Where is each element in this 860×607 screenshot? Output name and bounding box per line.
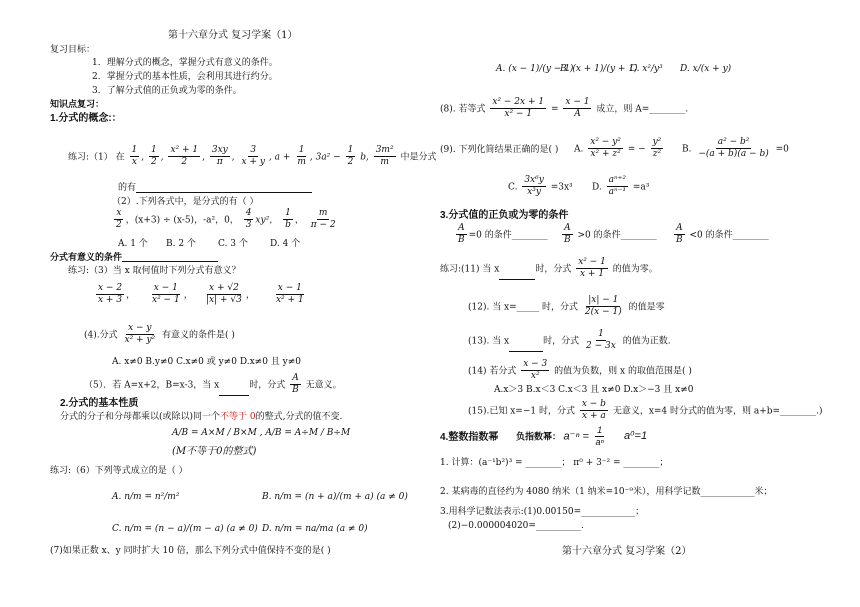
negative-exponent-rule: 负指数幂： a⁻ⁿ = $\frac{1}{\text{aⁿ}}$ xyxy=(516,425,604,448)
ex6-option-b: B. n/m = (n + a)/(m + a) (a ≠ 0) xyxy=(262,492,408,502)
exercise-2: （2）.下列各式中，是分式的有（ ） xyxy=(112,197,259,207)
ex1-frac-1: $\frac{1}{x}$ xyxy=(131,145,138,168)
exercise-14: (14) 若分式 $\frac{x - 3}{\text{x²}}$ 的值为负数，则 x 的取值范围是( ) xyxy=(468,359,692,382)
question-3: 3.用科学记数法表示:(1)0.00150=____________； xyxy=(440,507,645,517)
ex4-options: A. x≠0 B.y≠0 C.x≠0 或 y≠0 D.x≠0 且 y≠0 xyxy=(112,357,301,367)
ex9-option-d: D. $\frac{\text{aⁿ⁺²}}{\text{aⁿ⁻¹}}$ =a³ xyxy=(592,175,650,198)
ex7-option-c: C. x²/y³ xyxy=(630,64,663,74)
exercise-15: (15).已知 x=−1 时，分式 $\frac{x - b}{x + a}$ 无意义，x=4 时分式的值为零，则 a+b=________.) xyxy=(468,399,823,422)
ex1-answer-line: 的有 xyxy=(118,183,312,193)
goal-2: 2．掌握分式的基本性质，会利用其进行约分。 xyxy=(92,72,278,82)
ex2-option-d: D. 4 个 xyxy=(270,239,301,249)
ex3-frac-2: $\frac{x - 1}{\text{x² − 1}}$ ， xyxy=(152,283,193,306)
ex7-option-d: D. x/(x + y) xyxy=(680,64,732,74)
footer-title: 第十六章分式 复习学案（2） xyxy=(562,546,692,557)
goal-3: 3．了解分式值的正负或为零的条件。 xyxy=(92,86,242,96)
section-3-heading: 3.分式值的正负或为零的条件 xyxy=(440,210,569,221)
property-note: (M不等于0的整式) xyxy=(172,446,257,457)
ex1-frac-half: $\frac{1}{2}$ xyxy=(347,145,354,168)
sign-condition-zero: $\frac{A}{B}$ =0 的条件________ xyxy=(458,223,548,246)
exercise-1: 练习:（1） 在 $\frac{1}{x}$ , $\frac{1}{2}$ , $\frac{\text{x² + 1}}{2}$ , $\frac{3xy}{\pi}$ , $\frac{3}{x + y}$ , a + $\frac{1}{m}$ , 3a² − $\frac{1}{2}$ b, $\frac{\text{3m²}}{m}$ 中是分式 xyxy=(68,145,437,168)
ex2-option-a: A. 1 个 xyxy=(118,239,148,249)
ex1-frac-last: $\frac{\text{3m²}}{m}$ xyxy=(375,145,394,168)
exercise-7: (7)如果正数 x、y 同时扩大 10 倍，那么下列分式中值保持不变的是( ) xyxy=(50,546,331,556)
exercise-3: 练习:（3）当 x 取何值时下列分式有意义？ xyxy=(68,266,241,276)
exercise-12: (12). 当 x=_____ 时，分式 $\frac{|x| - 1}{2(x - 1)}$ 的值是零 xyxy=(468,295,665,318)
section-2-heading: 2.分式的基本性质 xyxy=(60,398,139,409)
ex6-option-d: D. n/m = na/ma (a ≠ 0) xyxy=(262,524,368,534)
zero-exponent-rule: a⁰=1 xyxy=(624,430,648,442)
exercise-11: 练习:(11) 当 x 时，分式 $\frac{\text{x² − 1}}{x + 1}$ 的值为零。 xyxy=(440,257,658,280)
sign-condition-negative: $\frac{A}{B}$ <0 的条件________ xyxy=(676,223,769,246)
exercise-9: (9). 下列化简结果正确的是( ) xyxy=(440,145,559,155)
exercise-4: (4).分式 $\frac{x - y}{\text{x² + y²}}$ 有意义的条件是( ) xyxy=(84,323,235,346)
ex3-frac-1: $\frac{x - 2}{x + 3}$ ， xyxy=(98,283,136,306)
question-3b: (2)−0.000004020=__________. xyxy=(448,521,584,531)
ex1-frac-5: $\frac{3}{x + y}$ xyxy=(241,145,265,168)
exercise-2-items: $\frac{x}{2}$ ，(x+3) ÷ (x-5)，-a²，0， $\frac{4}{3}$ xy²， $\frac{1}{b}$ ， $\frac{m}{\pi - 2}$ xyxy=(116,208,336,231)
ex3-frac-3: $\frac{x + √2}{|x| + √3}$ ， xyxy=(206,283,255,306)
property-statement: 分式的分子和分母都乘以(或除以)同一个不等于 0的整式,分式的值不变. xyxy=(60,412,343,422)
review-goals-heading: 复习目标： xyxy=(50,45,96,55)
ex2-option-c: C. 3 个 xyxy=(218,239,248,249)
exercise-8: (8). 若等式 $\frac{\text{x² − 2x + 1}}{\text{x² − 1}}$ = $\frac{x - 1}{A}$ 成立，则 A=________. xyxy=(440,97,689,120)
ex1-frac-3: $\frac{\text{x² + 1}}{2}$ xyxy=(170,145,199,168)
ex14-options: A.x＞3 B.x＜3 C.x＜3 且 x≠0 D.x＞−3 且 x≠0 xyxy=(494,385,694,395)
exercise-13: (13). 当 x 时，分式 $\frac{1}{2 - 3x}$ 的值为正数. xyxy=(468,329,671,352)
section-4-heading: 4.整数指数幂 xyxy=(440,432,499,443)
ex2-option-b: B. 2 个 xyxy=(166,239,196,249)
question-2: 2. 某病毒的直径约为 4080 纳米（1 纳米=10⁻⁹米），用科学记数____________米； xyxy=(440,487,773,497)
ex1-frac-2: $\frac{1}{2}$ xyxy=(150,145,157,168)
knowledge-review-heading: 知识点复习： xyxy=(50,100,105,110)
exercise-6: 练习:（6）下列等式成立的是（ ） xyxy=(50,466,188,476)
ex9-option-b: B. $\frac{\text{a² − b²}}{-(a + b)(a - b)}$ =0 xyxy=(682,137,789,160)
page-title: 第十六章分式 复习学案（1） xyxy=(168,30,298,41)
ex6-option-a: A. n/m = n²/m² xyxy=(112,492,180,502)
ex1-frac-4: $\frac{3xy}{\pi}$ xyxy=(211,145,228,168)
ex7-option-a: A. (x − 1)/(y − 1) xyxy=(496,64,574,74)
ex9-option-a: A. $\frac{\text{x² − y²}}{\text{x² + z²}}$ = − $\frac{\text{y²}}{\text{z²}}$ xyxy=(574,137,662,160)
calc-question-1: 1. 计算：(a⁻¹b²)³ = ________； π⁰ + 3⁻² = ________； xyxy=(440,458,669,468)
ex7-option-b: B. (x + 1)/(y + 1) xyxy=(560,64,638,74)
ex3-frac-4: $\frac{x - 1}{\text{x² + 1}}$ xyxy=(276,283,304,306)
section-1-heading: 1.分式的概念:： xyxy=(50,113,122,124)
exercise-5: （5）．若 A=x+2，B=x-3，当 x 时，分式 $\frac{A}{B}$ 无意义。 xyxy=(84,373,342,396)
ex6-option-c: C. n/m = (n − a)/(m − a) (a ≠ 0) xyxy=(112,524,258,534)
ex9-option-c: C. $\frac{\text{3x⁶y}}{\text{x³y}}$ =3x³ xyxy=(508,175,573,198)
goal-1: 1．理解分式的概念，掌握分式有意义的条件。 xyxy=(92,58,278,68)
meaningful-condition-heading: 分式有意义的条件 xyxy=(50,252,218,262)
sign-condition-positive: $\frac{A}{B}$ >0 的条件________ xyxy=(564,223,657,246)
ex1-frac-m: $\frac{1}{m}$ xyxy=(297,145,306,168)
property-formula: A/B = A×M / B×M , A/B = A÷M / B÷M xyxy=(172,428,351,438)
